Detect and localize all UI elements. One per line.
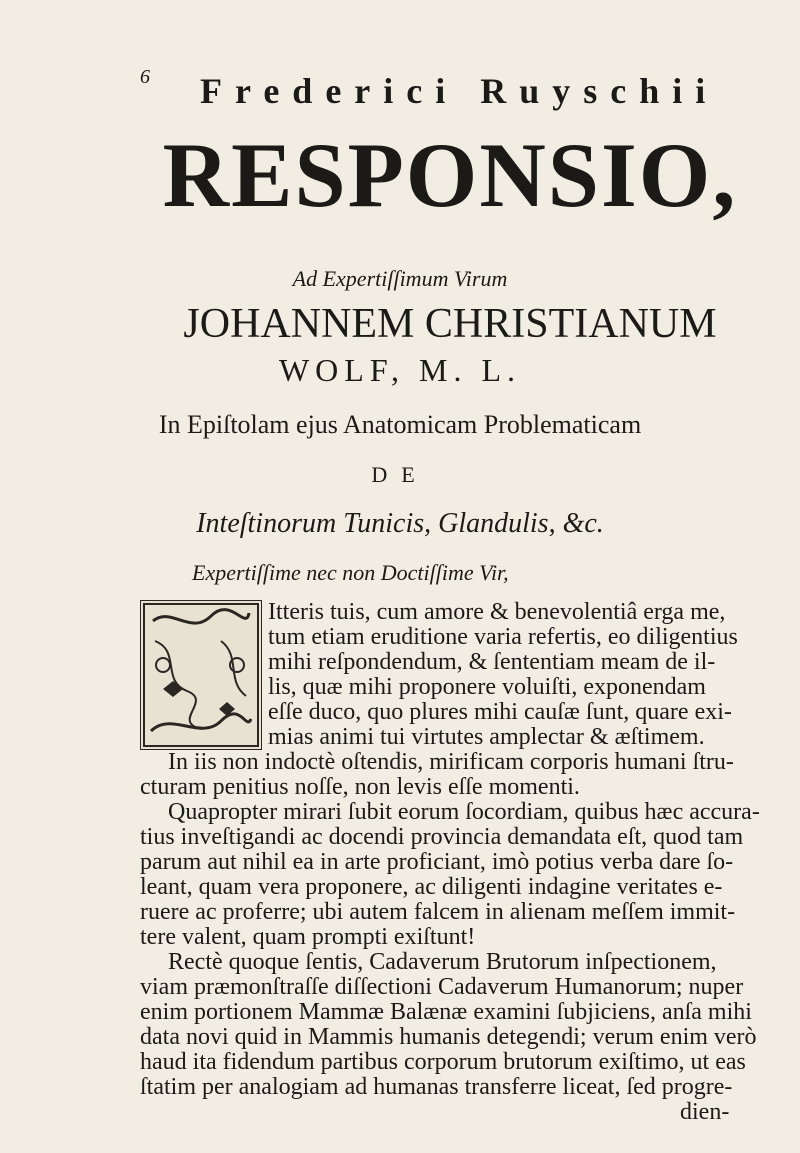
work-title: RESPONSIO, (162, 124, 738, 226)
catchword: dien- (680, 1099, 730, 1125)
subject-line: Inteſtinorum Tunicis, Glandulis, &c. (196, 508, 604, 539)
decorated-initial (140, 600, 262, 750)
body-line: In iis non indoctè oſtendis, mirificam corporis humani ſtru- (168, 749, 734, 775)
body-line: leant, quam vera proponere, ac diligenti indagine veritates e- (140, 874, 723, 900)
addressee-name: JOHANNEM CHRISTIANUM (183, 301, 717, 347)
de-line: DE (371, 462, 429, 487)
body-line: tum etiam eruditione varia refertis, eo diligentius (268, 624, 738, 650)
body-line: ſtatim per analogiam ad humanas transferre liceat, ſed progre- (140, 1074, 733, 1100)
addressee-surname: WOLF, M. L. (278, 352, 522, 388)
body-line: parum aut nihil ea in arte proficiant, imò potius verba dare ſo- (140, 849, 734, 875)
initial-ornament-icon (141, 601, 261, 749)
body-line: viam præmonſtraſſe diſſectioni Cadaverum Humanorum; nuper (140, 974, 744, 1000)
body-line: cturam penitius noſſe, non levis eſſe momenti. (140, 774, 580, 800)
salutation: Expertiſſime nec non Doctiſſime Vir, (192, 560, 509, 585)
body-line: tere valent, quam prompti exiſtunt! (140, 924, 476, 950)
body-line: haud ita fidendum partibus corporum brutorum exiſtimo, ut eas (140, 1049, 746, 1075)
body-line: Quapropter mirari ſubit eorum ſocordiam, quibus hæc accura- (168, 799, 760, 825)
body-line: enim portionem Mammæ Balænæ examini ſubjiciens, anſa mihi (140, 999, 752, 1025)
addressee-intro: Ad Expertiſſimum Virum (292, 266, 508, 291)
body-line: mihi reſpondendum, & ſententiam meam de il- (268, 649, 716, 675)
body-line: mias animi tui virtutes amplectar & æſtimem. (268, 724, 705, 750)
body-line: eſſe duco, quo plures mihi cauſæ ſunt, quare exi- (268, 699, 732, 725)
body-line: ruere ac proferre; ubi autem falcem in alienam meſſem immit- (140, 899, 736, 925)
body-line: lis, quæ mihi proponere voluiſti, exponendam (268, 674, 706, 700)
body-line: Itteris tuis, cum amore & benevolentiâ erga me, (268, 599, 726, 625)
author-name: Frederici Ruyschii (200, 71, 719, 111)
page-number: 6 (140, 66, 150, 88)
body-line: Rectè quoque ſentis, Cadaverum Brutorum inſpectionem, (168, 949, 717, 975)
occasion-line: In Epiſtolam ejus Anatomicam Problematicam (158, 410, 642, 439)
body-line: data novi quid in Mammis humanis detegendi; verum enim verò (140, 1024, 757, 1050)
body-line: tius inveſtigandi ac docendi provincia demandata eſt, quod tam (140, 824, 744, 850)
